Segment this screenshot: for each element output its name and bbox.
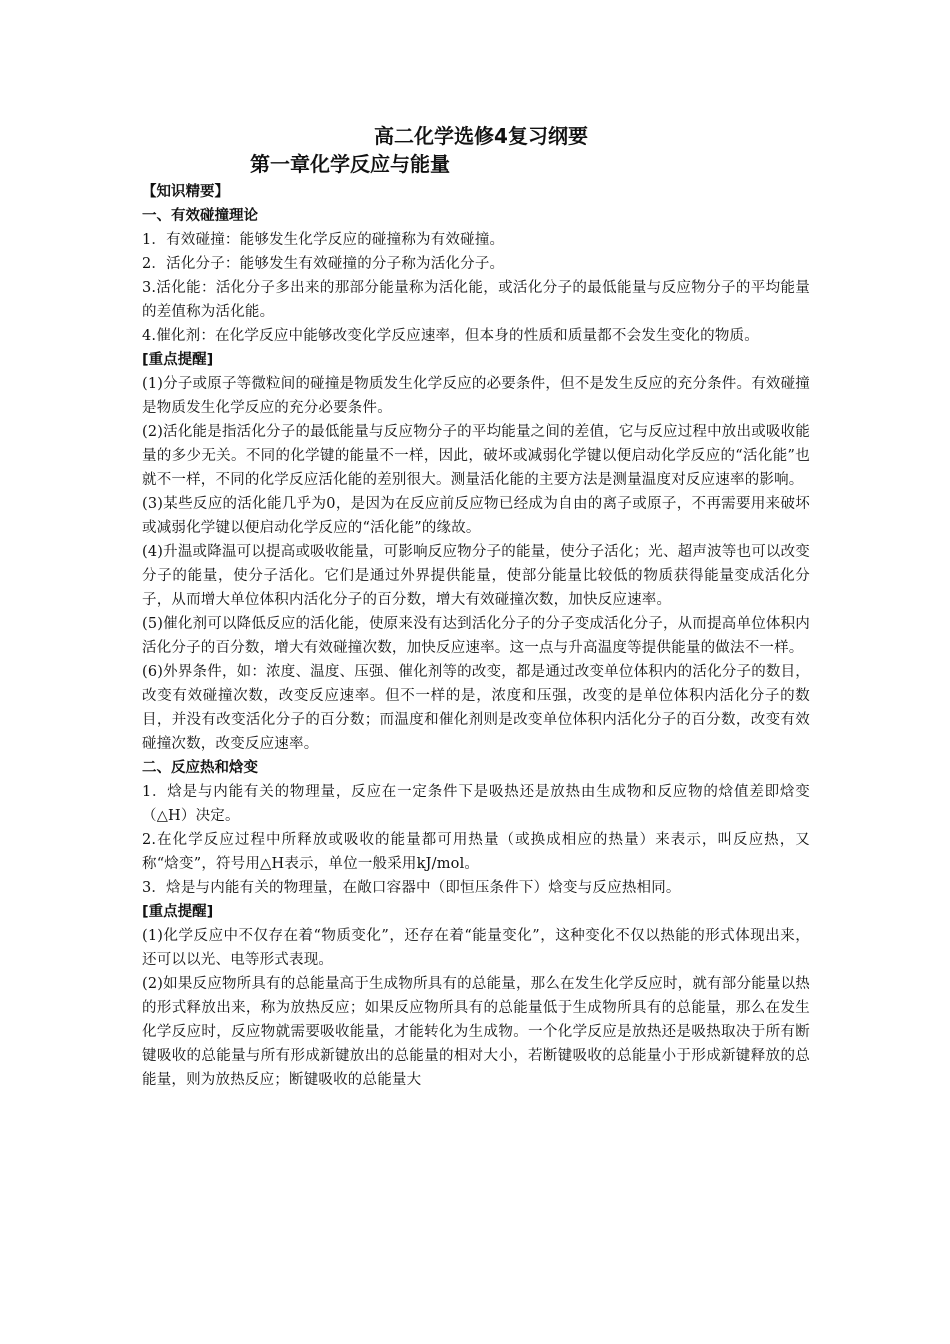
key-points-label: [重点提醒] — [142, 904, 214, 920]
paragraph: (2)如果反应物所具有的总能量高于生成物所具有的总能量，那么在发生化学反应时，就有部分能量以热的形式释放出来，称为放热反应；如果反应物所具有的总能量低于生成物所具有的总能量，那么在发生化学反应时，反应物就需要吸收能量，才能转化为生成物。一个化学反应是放热还是吸热取决于所有断键吸收的总能量与所有形成新键放出的总能量的相对大小，若断键吸收的总能量小于形成新键释放的总能量，则为放热反应；断键吸收的总能量大 — [142, 976, 810, 1088]
document-title: 高二化学选修4复习纲要 — [374, 124, 588, 148]
paragraph: 2．活化分子：能够发生有效碰撞的分子称为活化分子。 — [142, 256, 505, 272]
paragraph: (6)外界条件，如：浓度、温度、压强、催化剂等的改变，都是通过改变单位体积内的活化分子的数目，改变有效碰撞次数，改变反应速率。但不一样的是，浓度和压强，改变的是单位体积内活化分子的数目，并没有改变活化分子的百分数；而温度和催化剂则是改变单位体积内活化分子的百分数，改变有效碰撞次数，改变反应速率。 — [142, 664, 810, 752]
document-page — [142, 122, 810, 1092]
paragraph: 2.在化学反应过程中所释放或吸收的能量都可用热量（或换成相应的热量）来表示，叫反应热，又称“焓变”，符号用△H表示，单位一般采用kJ/mol。 — [142, 832, 810, 872]
key-points-label: [重点提醒] — [142, 352, 214, 368]
paragraph: 1．焓是与内能有关的物理量，反应在一定条件下是吸热还是放热由生成物和反应物的焓值差即焓变（△H）决定。 — [142, 784, 810, 824]
paragraph: (5)催化剂可以降低反应的活化能，使原来没有达到活化分子的分子变成活化分子，从而提高单位体积内活化分子的百分数，增大有效碰撞次数，加快反应速率。这一点与升高温度等提供能量的做法不一样。 — [142, 616, 810, 656]
heading-collision-theory: 一、有效碰撞理论 — [142, 208, 258, 224]
paragraph: (3)某些反应的活化能几乎为0，是因为在反应前反应物已经成为自由的离子或原子，不再需要用来破坏或减弱化学键以便启动化学反应的“活化能”的缘故。 — [142, 496, 810, 536]
chapter-title: 第一章化学反应与能量 — [250, 152, 450, 176]
section-knowledge-label: 【知识精要】 — [142, 184, 229, 200]
paragraph: (4)升温或降温可以提高或吸收能量，可影响反应物分子的能量，使分子活化；光、超声波等也可以改变分子的能量，使分子活化。它们是通过外界提供能量，使部分能量比较低的物质获得能量变成活化分子，从而增大单位体积内活化分子的百分数，增大有效碰撞次数，加快反应速率。 — [142, 544, 810, 608]
paragraph: 3.活化能：活化分子多出来的那部分能量称为活化能，或活化分子的最低能量与反应物分子的平均能量的差值称为活化能。 — [142, 280, 810, 320]
paragraph: 4.催化剂：在化学反应中能够改变化学反应速率，但本身的性质和质量都不会发生变化的物质。 — [142, 328, 759, 344]
paragraph: (2)活化能是指活化分子的最低能量与反应物分子的平均能量之间的差值，它与反应过程中放出或吸收能量的多少无关。不同的化学键的能量不一样，因此，破坏或减弱化学键以便启动化学反应的“活化能”也就不一样，不同的化学反应活化能的差别很大。测量活化能的主要方法是测量温度对反应速率的影响。 — [142, 424, 810, 488]
paragraph: 1．有效碰撞：能够发生化学反应的碰撞称为有效碰撞。 — [142, 232, 505, 248]
paragraph: (1)分子或原子等微粒间的碰撞是物质发生化学反应的必要条件，但不是发生反应的充分条件。有效碰撞是物质发生化学反应的充分必要条件。 — [142, 376, 810, 416]
paragraph: 3．焓是与内能有关的物理量，在敞口容器中（即恒压条件下）焓变与反应热相同。 — [142, 880, 681, 896]
heading-reaction-heat: 二、反应热和焓变 — [142, 760, 258, 776]
paragraph: (1)化学反应中不仅存在着“物质变化”，还存在着“能量变化”，这种变化不仅以热能的形式体现出来，还可以以光、电等形式表现。 — [142, 928, 810, 968]
